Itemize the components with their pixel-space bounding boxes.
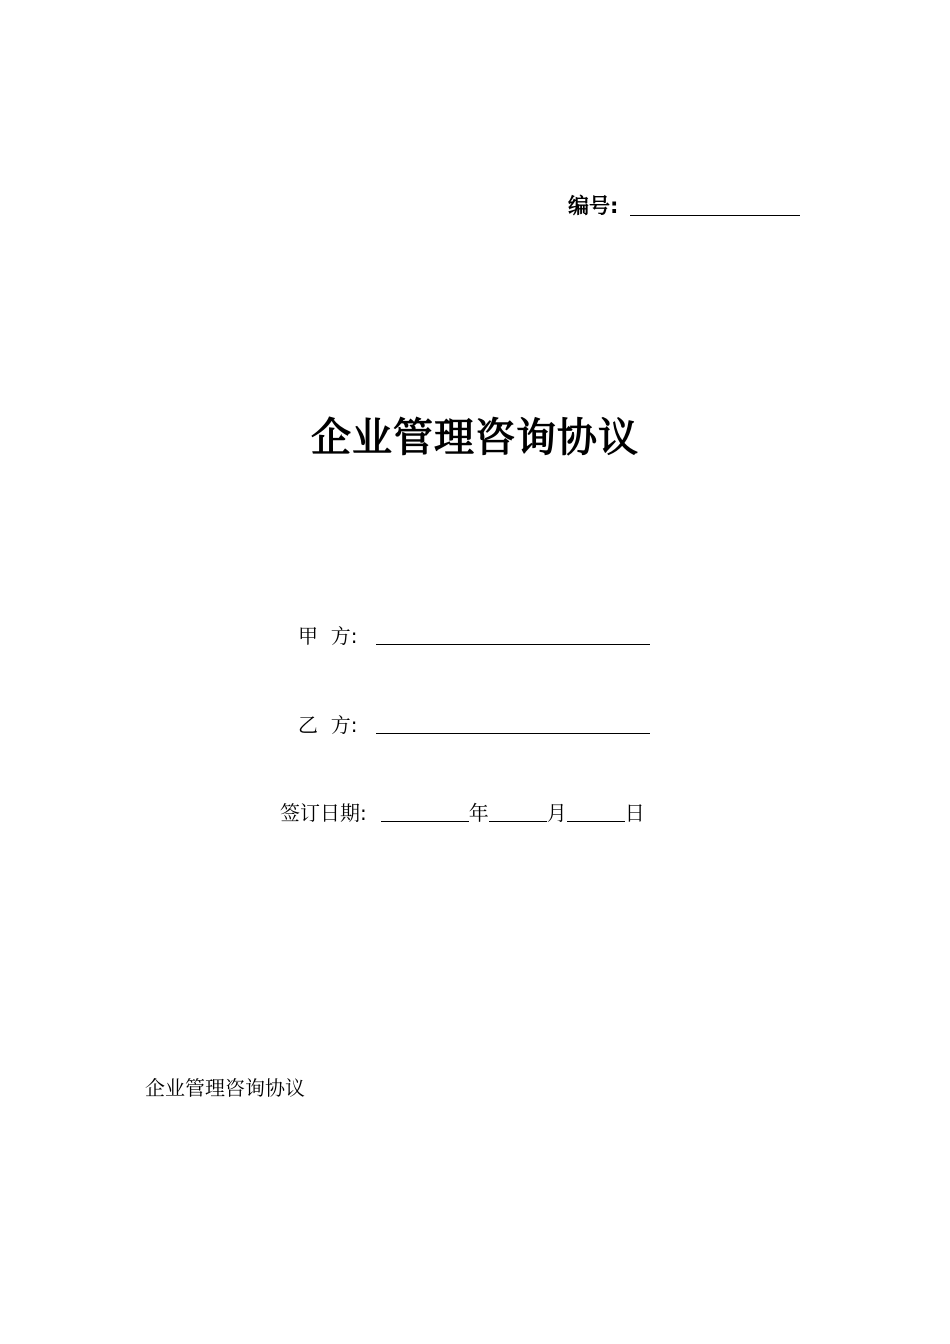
- body-heading: 企业管理咨询协议: [145, 1076, 305, 1100]
- contract-number-blank: [630, 214, 800, 216]
- month-blank: [489, 820, 547, 822]
- party-b-blank: [376, 732, 650, 734]
- party-b-label: 乙 方:: [298, 713, 358, 737]
- signing-date-label: 签订日期:: [280, 801, 367, 825]
- signing-date-row: [280, 794, 645, 828]
- party-b-row: [298, 706, 650, 740]
- party-a-blank: [376, 643, 650, 645]
- contract-number-label: 编号:: [568, 194, 619, 218]
- contract-number-row: [568, 187, 800, 221]
- year-blank: [381, 820, 469, 822]
- day-unit: 日: [624, 801, 645, 825]
- document-title: 企业管理咨询协议: [311, 415, 639, 461]
- month-unit: 月: [546, 801, 567, 825]
- party-a-label: 甲 方:: [298, 624, 358, 648]
- party-a-row: [298, 617, 650, 651]
- day-blank: [567, 820, 625, 822]
- year-unit: 年: [468, 801, 489, 825]
